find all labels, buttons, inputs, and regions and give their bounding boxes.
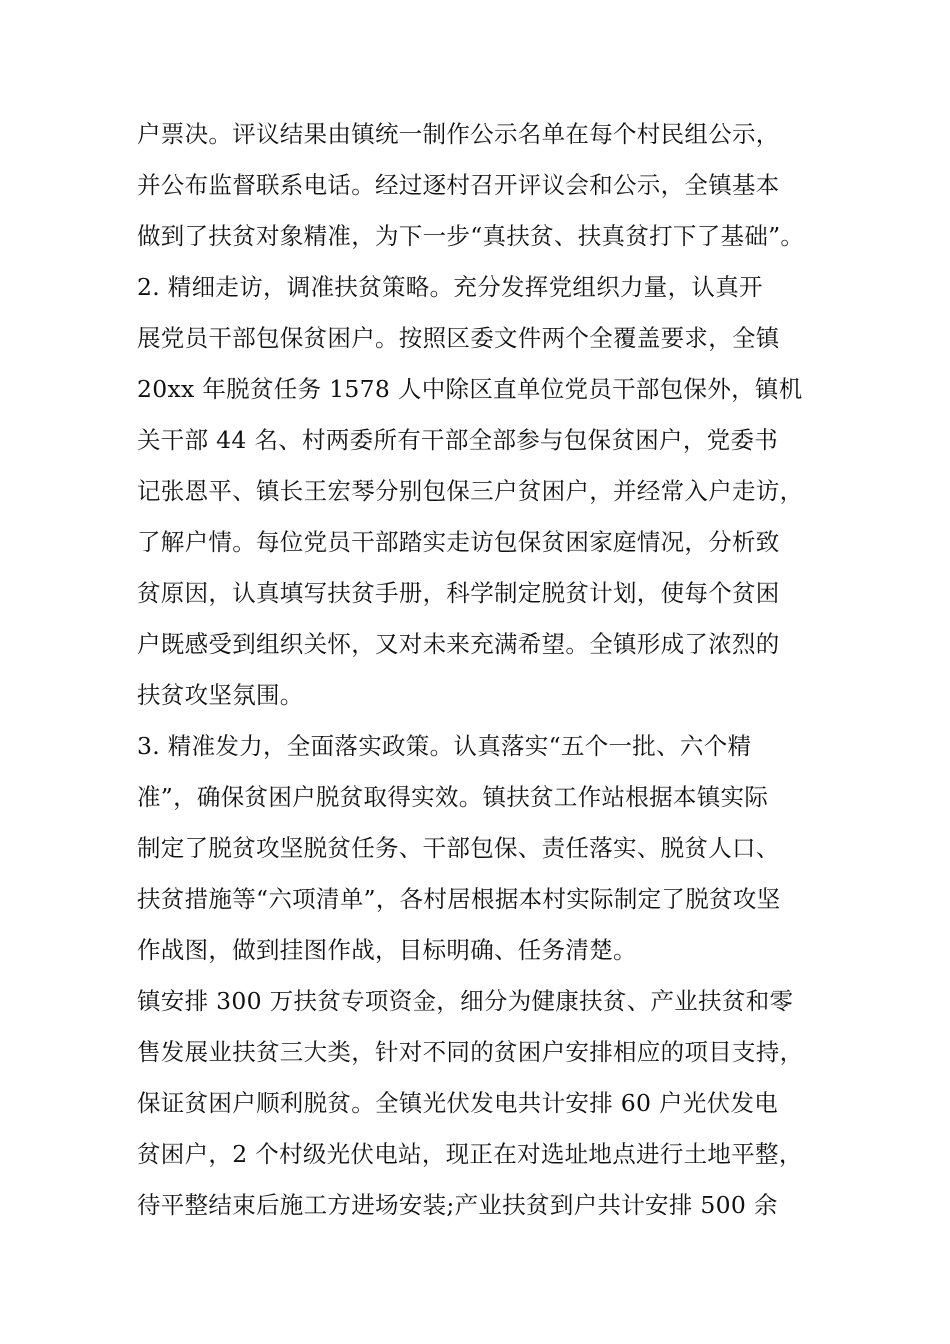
text-line-15: 制定了脱贫攻坚脱贫任务、干部包保、责任落实、脱贫人口、 [137,834,780,862]
text-line-1: 户票决。评议结果由镇统一制作公示名单在每个村民组公示， [137,120,780,148]
text-line-14: 准”，确保贫困户脱贫取得实效。镇扶贫工作站根据本镇实际 [137,783,769,811]
text-line-11: 户既感受到组织关怀，又对未来充满希望。全镇形成了浓烈的 [137,630,780,658]
text-line-16: 扶贫措施等“六项清单”，各村居根据本村实际制定了脱贫攻坚 [137,885,781,913]
text-line-19: 售发展业扶贫三大类，针对不同的贫困户安排相应的项目支持， [137,1038,804,1066]
text-line-3: 做到了扶贫对象精准，为下一步“真扶贫、扶真贫打下了基础”。 [137,222,805,250]
text-line-18: 镇安排 300 万扶贫专项资金，细分为健康扶贫、产业扶贫和零 [137,987,794,1015]
text-line-7: 关干部 44 名、村两委所有干部全部参与包保贫困户，党委书 [137,426,779,454]
text-line-10: 贫原因，认真填写扶贫手册，科学制定脱贫计划，使每个贫困 [137,579,780,607]
text-line-13: 3. 精准发力，全面落实政策。认真落实“五个一批、六个精 [137,732,752,760]
text-line-22: 待平整结束后施工方进场安装;产业扶贫到户共计安排 500 余 [137,1191,778,1219]
text-line-8: 记张恩平、镇长王宏琴分别包保三户贫困户，并经常入户走访， [137,477,804,505]
text-line-17: 作战图，做到挂图作战，目标明确、任务清楚。 [137,936,637,964]
text-line-9: 了解户情。每位党员干部踏实走访包保贫困家庭情况，分析致 [137,528,780,556]
text-line-12: 扶贫攻坚氛围。 [137,681,304,709]
text-line-2: 并公布监督联系电话。经过逐村召开评议会和公示，全镇基本 [137,171,780,199]
document-body [0,109,950,1231]
text-line-4: 2. 精细走访，调准扶贫策略。充分发挥党组织力量，认真开 [137,273,763,301]
text-line-20: 保证贫困户顺利脱贫。全镇光伏发电共计安排 60 户光伏发电 [137,1089,779,1117]
text-line-5: 展党员干部包保贫困户。按照区委文件两个全覆盖要求，全镇 [137,324,780,352]
text-line-6: 20xx 年脱贫任务 1578 人中除区直单位党员干部包保外，镇机 [137,375,803,403]
text-line-21: 贫困户，2 个村级光伏电站，现正在对选址地点进行土地平整， [137,1140,803,1168]
